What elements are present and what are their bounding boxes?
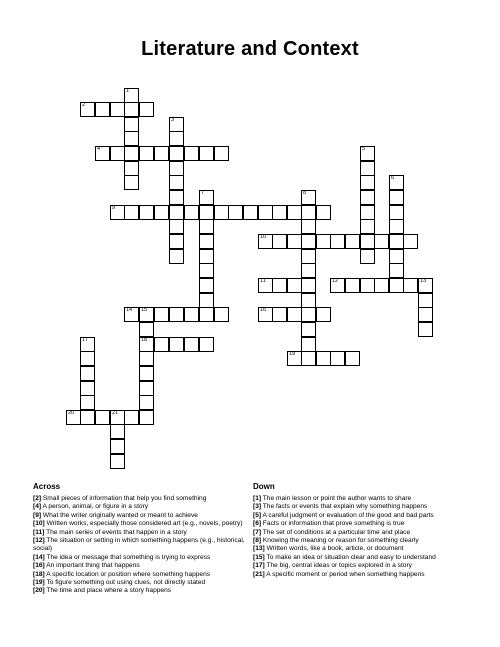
grid-cell[interactable] [199,337,214,352]
grid-cell[interactable] [124,102,139,117]
down-clue [253,495,473,503]
clue-number: [1] [253,495,262,502]
across-clues [33,481,248,596]
grid-cell[interactable] [154,307,169,322]
grid-cell[interactable] [169,307,184,322]
grid-cell[interactable] [169,117,184,132]
grid-cell[interactable] [389,263,404,278]
page-title: Literature and Context [141,38,359,60]
grid-cell[interactable] [272,307,287,322]
grid-cell[interactable] [169,131,184,146]
grid-cell[interactable] [169,205,184,220]
grid-cell[interactable] [360,190,375,205]
grid-cell[interactable] [258,307,273,322]
grid-cell[interactable] [360,205,375,220]
clue-number: [3] [253,503,262,511]
grid-cell[interactable] [301,219,316,234]
cell-number: 3 [171,117,175,123]
grid-cell[interactable] [184,307,199,322]
down-clue [253,529,473,537]
across-clue [33,520,248,528]
grid-cell[interactable] [199,205,214,220]
grid-cell[interactable] [139,205,154,220]
cell-number: 11 [260,278,266,284]
grid-cell[interactable] [418,293,433,308]
cell-number: 17 [82,337,89,343]
grid-cell[interactable] [199,234,214,249]
down-heading: Down [253,482,275,491]
grid-cell[interactable] [169,337,184,352]
clue-text: The main series of events that happen in a story [44,528,187,536]
grid-cell[interactable] [316,307,331,322]
clue-text: The situation or setting in which something happens (e.g., historical, social) [33,537,245,553]
grid-cell[interactable] [301,249,316,264]
grid-cell[interactable] [316,234,331,249]
grid-cell[interactable] [389,175,404,190]
clue-number: [12] [33,537,45,545]
grid-cell[interactable] [199,307,214,322]
grid-cell[interactable] [199,146,214,161]
grid-cell[interactable] [169,146,184,161]
grid-cell[interactable] [124,146,139,161]
grid-cell[interactable] [214,205,229,220]
grid-cell[interactable] [110,410,125,425]
grid-cell[interactable] [360,249,375,264]
clue-number: [5] [253,511,262,519]
clue-number: [16] [33,562,45,570]
grid-cell[interactable] [199,263,214,278]
clue-number: [2] [33,495,42,502]
grid-cell[interactable] [243,205,258,220]
clue-number: [17] [253,562,265,570]
grid-cell[interactable] [301,293,316,308]
grid-cell[interactable] [360,278,375,293]
grid-cell[interactable] [199,249,214,264]
grid-cell[interactable] [345,234,360,249]
down-clue-list [253,495,473,579]
grid-cell[interactable] [287,351,302,366]
grid-cell[interactable] [169,175,184,190]
grid-cell[interactable] [169,190,184,205]
clue-number: [21] [253,570,265,578]
grid-cell[interactable] [330,234,345,249]
grid-cell[interactable] [301,351,316,366]
grid-cell[interactable] [360,234,375,249]
grid-cell[interactable] [110,454,125,469]
grid-cell[interactable] [169,249,184,264]
clue-text: A person, animal, or figure in a story [41,503,149,511]
clue-text: To make an idea or situation clear and easy to understand [264,553,436,561]
grid-cell[interactable] [403,278,418,293]
grid-cell[interactable] [124,307,139,322]
grid-cell[interactable] [345,278,360,293]
grid-cell[interactable] [139,395,154,410]
grid-cell[interactable] [95,146,110,161]
cell-number: 5 [362,146,366,152]
grid-cell[interactable] [316,351,331,366]
clue-text: What the writer originally wanted or meant to achieve [41,511,198,519]
clue-text: The idea or message that something is trying to express [44,553,211,561]
grid-cell[interactable] [258,278,273,293]
grid-cell[interactable] [418,307,433,322]
grid-cell[interactable] [403,234,418,249]
grid-cell[interactable] [301,307,316,322]
grid-cell[interactable] [184,205,199,220]
down-clue [253,545,473,553]
grid-cell[interactable] [80,337,95,352]
grid-cell[interactable] [124,410,139,425]
grid-cell[interactable] [139,102,154,117]
clue-number: [7] [253,528,262,536]
clue-text: An important thing that happens [44,562,140,570]
across-clue [33,537,248,554]
clue-text: Facts or information that prove something is true [261,520,405,528]
clue-number: [15] [253,553,265,561]
grid-cell[interactable] [95,410,110,425]
clue-number: [19] [33,579,45,587]
down-clue [253,562,473,570]
cell-number: 13 [420,278,427,284]
cell-number: 7 [201,190,205,196]
grid-cell[interactable] [258,205,273,220]
grid-cell[interactable] [154,205,169,220]
clue-text: The set of conditions at a particular time and place [261,528,411,536]
cell-number: 21 [112,410,119,416]
clue-number: [6] [253,520,262,528]
grid-cell[interactable] [374,234,389,249]
grid-cell[interactable] [124,88,139,103]
clue-number: [8] [253,537,262,545]
down-clue [253,503,473,511]
cell-number: 15 [141,307,148,313]
grid-cell[interactable] [110,205,125,220]
clue-number: [13] [253,545,265,553]
clue-text: The facts or events that explain why something happens [261,503,428,511]
grid-cell[interactable] [139,337,154,352]
grid-cell[interactable] [110,146,125,161]
grid-cell[interactable] [169,234,184,249]
grid-cell[interactable] [301,190,316,205]
down-clue [253,512,473,520]
clue-text: Written works, especially those considered art (e.g., novels, poetry) [44,520,243,528]
grid-cell[interactable] [301,263,316,278]
cell-number: 18 [141,337,148,343]
grid-cell[interactable] [287,205,302,220]
grid-cell[interactable] [124,131,139,146]
grid-cell[interactable] [360,219,375,234]
grid-cell[interactable] [345,351,360,366]
grid-cell[interactable] [360,161,375,176]
clue-text: Knowing the meaning or reason for something clearly [261,537,419,545]
clue-text: The big, central ideas or topics explored in a story [264,562,412,570]
clue-text: The time and place where a story happens [44,587,172,595]
across-clue-list [33,495,248,596]
grid-cell[interactable] [139,307,154,322]
clue-text: Written words, like a book, article, or document [264,545,404,553]
across-clue [33,495,248,503]
clue-number: [20] [33,587,45,595]
grid-cell[interactable] [389,234,404,249]
grid-cell[interactable] [330,351,345,366]
grid-cell[interactable] [139,381,154,396]
grid-cell[interactable] [418,278,433,293]
clue-number: [9] [33,511,42,519]
grid-cell[interactable] [139,366,154,381]
clue-number: [10] [33,520,45,528]
across-clue [33,503,248,511]
down-clue [253,537,473,545]
cell-number: 12 [332,278,339,284]
cell-number: 19 [289,351,296,357]
cell-number: 4 [97,146,101,152]
clue-text: A specific moment or period when something happens [264,570,425,578]
clue-text: A specific location or position where something happens [44,570,211,578]
grid-cell[interactable] [80,366,95,381]
grid-cell[interactable] [316,205,331,220]
clue-text: A careful judgment or evaluation of the good and bad parts [261,511,434,519]
grid-cell[interactable] [80,351,95,366]
clue-text: The main lesson or point the author wants to share [261,495,412,502]
grid-cell[interactable] [169,161,184,176]
grid-cell[interactable] [330,278,345,293]
grid-cell[interactable] [258,234,273,249]
grid-cell[interactable] [169,219,184,234]
grid-cell[interactable] [139,410,154,425]
grid-cell[interactable] [95,102,110,117]
clue-number: [4] [33,503,42,511]
grid-cell[interactable] [389,219,404,234]
cell-number: 14 [126,307,133,313]
grid-cell[interactable] [110,102,125,117]
grid-cell[interactable] [80,410,95,425]
grid-cell[interactable] [80,395,95,410]
grid-cell[interactable] [389,190,404,205]
grid-cell[interactable] [301,234,316,249]
across-clue [33,529,248,537]
grid-cell[interactable] [139,351,154,366]
cell-number: 2 [82,102,86,108]
grid-cell[interactable] [287,307,302,322]
clue-number: [11] [33,528,45,536]
grid-cell[interactable] [154,146,169,161]
grid-cell[interactable] [418,322,433,337]
grid-cell[interactable] [214,146,229,161]
grid-cell[interactable] [139,146,154,161]
grid-cell[interactable] [110,424,125,439]
grid-cell[interactable] [287,234,302,249]
cell-number: 16 [260,307,267,313]
clue-text: Small pieces of information that help you find something [41,495,207,502]
down-clues [253,481,473,579]
grid-cell[interactable] [184,337,199,352]
grid-cell[interactable] [199,278,214,293]
cell-number: 20 [68,410,75,416]
grid-cell[interactable] [374,278,389,293]
grid-cell[interactable] [301,205,316,220]
grid-cell[interactable] [199,293,214,308]
cell-number: 6 [391,175,395,181]
grid-cell[interactable] [389,249,404,264]
across-clue [33,571,248,579]
grid-cell[interactable] [272,234,287,249]
grid-cell[interactable] [154,337,169,352]
grid-cell[interactable] [214,307,229,322]
grid-cell[interactable] [80,381,95,396]
down-clue [253,554,473,562]
grid-cell[interactable] [389,205,404,220]
grid-cell[interactable] [124,175,139,190]
cell-number: 9 [112,205,116,211]
grid-cell[interactable] [66,410,81,425]
grid-cell[interactable] [272,278,287,293]
grid-cell[interactable] [389,278,404,293]
clue-text: To figure something out using clues, not directly stated [44,579,206,587]
down-clue [253,571,473,579]
cell-number: 1 [126,88,130,94]
grid-cell[interactable] [124,117,139,132]
grid-cell[interactable] [110,439,125,454]
grid-cell[interactable] [272,205,287,220]
grid-cell[interactable] [301,278,316,293]
across-clue [33,587,248,595]
across-clue [33,554,248,562]
grid-cell[interactable] [301,322,316,337]
grid-cell[interactable] [124,205,139,220]
grid-cell[interactable] [301,337,316,352]
across-clue [33,512,248,520]
grid-cell[interactable] [184,146,199,161]
grid-cell[interactable] [124,161,139,176]
down-clue [253,520,473,528]
grid-cell[interactable] [360,146,375,161]
cell-number: 10 [260,234,267,240]
grid-cell[interactable] [199,190,214,205]
grid-cell[interactable] [139,322,154,337]
grid-cell[interactable] [80,102,95,117]
cell-number: 8 [303,190,307,196]
clue-number: [18] [33,570,45,578]
clue-number: [14] [33,553,45,561]
across-clue [33,562,248,570]
grid-cell[interactable] [360,175,375,190]
grid-cell[interactable] [199,219,214,234]
across-clue [33,579,248,587]
grid-cell[interactable] [287,278,302,293]
across-heading: Across [33,482,61,491]
grid-cell[interactable] [228,205,243,220]
